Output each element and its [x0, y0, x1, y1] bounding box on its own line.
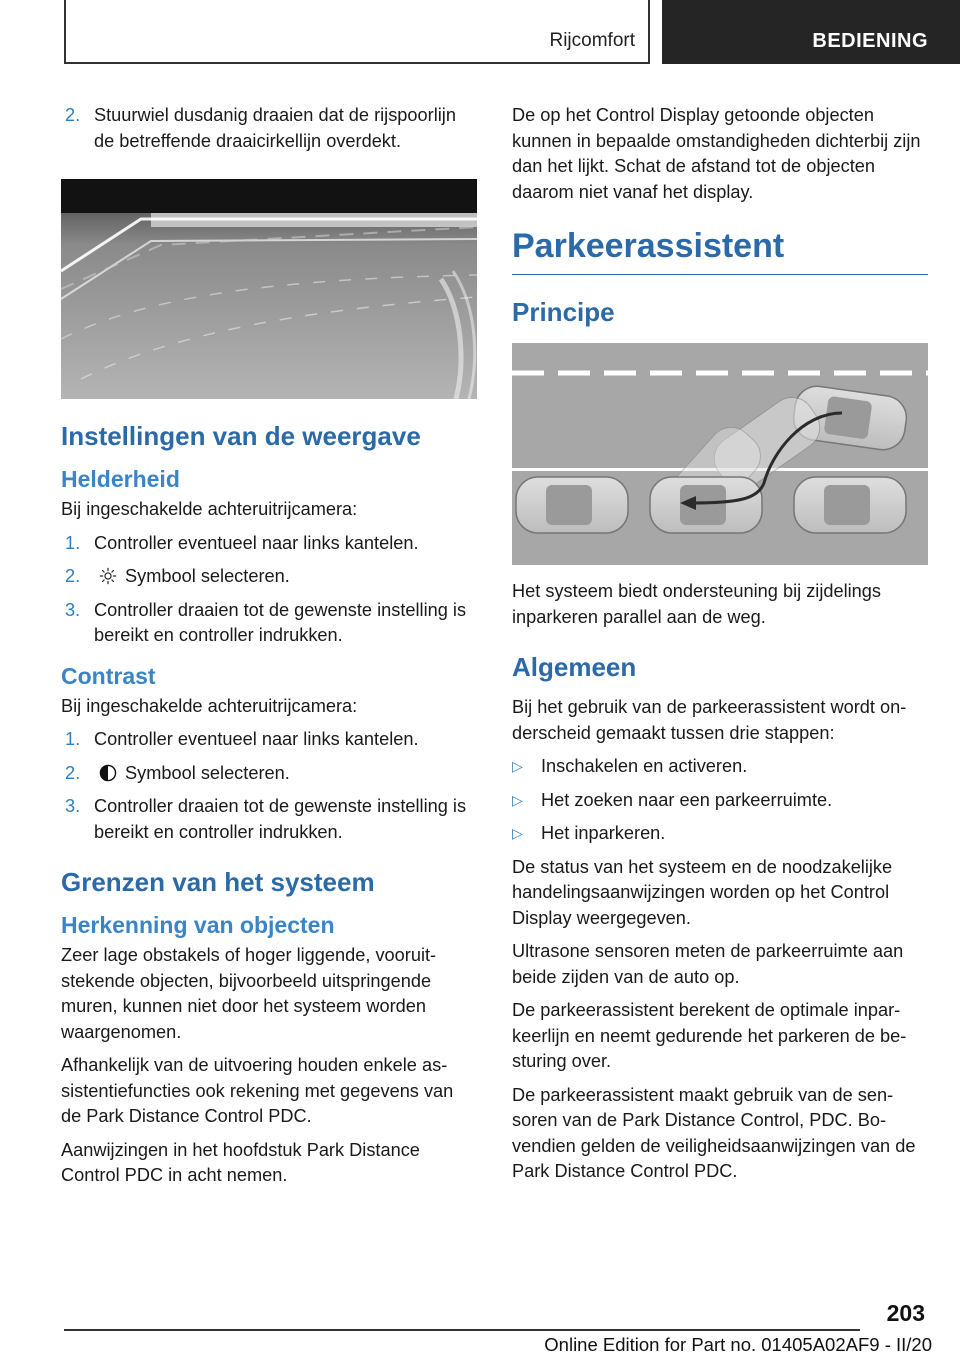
step-item — [61, 531, 477, 557]
step-text: Controller eventueel naar links kantelen. — [94, 729, 419, 749]
general-intro: Bij het gebruik van de parkeerassistent wordt onderscheid gemaakt tussen drie stappen: — [512, 697, 907, 743]
step-item — [61, 727, 477, 753]
step-item — [61, 598, 477, 649]
step-number: 1. — [65, 532, 81, 553]
chapter-title-parking-assistant: Parkeerassistent — [512, 227, 928, 275]
header-chapter-label: BEDIENING — [812, 30, 928, 52]
parking-principle-figure — [512, 343, 928, 565]
paragraph: De status van het systeem en de noodzakelijke handelingsaanwijzingen worden op het Control Display weergegeven. — [512, 856, 893, 928]
list-item-text: Het inparkeren. — [541, 823, 666, 843]
paragraph: Ultrasone sensoren meten de parkeerruimte aan beide zijden van de auto op. — [512, 941, 904, 987]
header-chapter-tab — [662, 0, 960, 64]
step-number: 3. — [65, 599, 81, 620]
paragraph: De parkeerassistent maakt gebruik van de sensoren van de Park Distance Control, PDC. Bovendien gelden de veiligheidsaanwijzingen van de Park Distance Control PDC. — [512, 1084, 916, 1181]
section-title-display-settings: Instellingen van de weergave — [61, 421, 421, 451]
principle-paragraph: Het systeem biedt ondersteuning bij zijdelings inparkeren parallel aan de weg. — [512, 581, 882, 627]
bullet-icon: ▷ — [512, 791, 523, 808]
step-number: 2. — [65, 105, 81, 125]
left-column — [61, 103, 477, 1197]
contrast-intro: Bij ingeschakelde achteruitrijcamera: — [61, 695, 358, 716]
list-item-text: Het zoeken naar een parkeerruimte. — [541, 789, 833, 810]
step-item — [61, 564, 477, 590]
step-text: Controller eventueel naar links kantelen. — [94, 532, 419, 553]
paragraph: Aanwijzingen in het hoofdstuk Park Distance Control PDC in acht nemen. — [61, 1139, 420, 1185]
contrast-icon — [99, 764, 117, 782]
step-number: 2. — [65, 762, 81, 783]
step-number: 2. — [65, 566, 81, 586]
display-warning-paragraph: De op het Control Display getoonde objecten kunnen in bepaalde omstandigheden dichterbij zijn dan het lijkt. Schat de afstand tot de objecten daarom niet vanaf het display. — [512, 105, 921, 202]
paragraph: Zeer lage obstakels of hoger liggende, vooruitstekende objecten, bijvoorbeeld uitspringende muren, kunnen niet door het systeem worden waargenomen. — [61, 945, 437, 1042]
subsection-title-object-detection: Herkenning van objecten — [61, 912, 335, 938]
header-section-title: Rijcomfort — [549, 30, 635, 51]
footer-divider — [64, 1329, 860, 1331]
step-text: Controller draaien tot de gewenste instelling is bereikt en controller indrukken. — [94, 796, 467, 842]
footer-edition: Online Edition for Part no. 01405A02AF9 - II/20 — [544, 1334, 932, 1355]
step-item — [61, 761, 477, 787]
right-column — [512, 103, 928, 1193]
brightness-intro: Bij ingeschakelde achteruitrijcamera: — [61, 499, 358, 519]
step-number: 3. — [65, 796, 81, 816]
step-text: Symbool selecteren. — [125, 566, 290, 586]
step-text: Symbool selecteren. — [125, 762, 290, 783]
brightness-steps — [61, 531, 477, 649]
paragraph: De parkeerassistent berekent de optimale inparkeerlijn en neemt gedurende het parkeren de besturing over. — [512, 1000, 907, 1071]
section-title-principle: Principe — [512, 297, 615, 327]
subsection-title-contrast: Contrast — [61, 662, 156, 689]
step-number: 1. — [65, 729, 81, 749]
bullet-icon: ▷ — [512, 825, 523, 841]
paragraph: Afhankelijk van de uitvoering houden enkele assistentiefuncties ook rekening met gegevens van de Park Distance Control PDC. — [61, 1055, 454, 1126]
list-item — [512, 821, 928, 847]
step-item — [61, 103, 477, 154]
contrast-steps — [61, 727, 477, 845]
subsection-title-brightness: Helderheid — [61, 466, 180, 492]
step-text: Stuurwiel dusdanig draaien dat de rijspoorlijn de betreffende draaicirkellijn overdekt. — [94, 105, 456, 151]
rear-camera-figure — [61, 179, 477, 399]
sun-icon — [99, 567, 117, 585]
intro-steps — [61, 103, 477, 154]
stages-list — [512, 754, 928, 847]
bullet-icon: ▷ — [512, 758, 523, 774]
step-text: Controller draaien tot de gewenste instelling is bereikt en controller indrukken. — [94, 599, 467, 645]
step-item — [61, 794, 477, 845]
list-item — [512, 788, 928, 814]
page-number: 203 — [886, 1300, 925, 1326]
section-title-system-limits: Grenzen van het systeem — [61, 867, 375, 897]
list-item-text: Inschakelen en activeren. — [541, 756, 748, 776]
list-item — [512, 754, 928, 780]
section-title-general: Algemeen — [512, 652, 637, 682]
